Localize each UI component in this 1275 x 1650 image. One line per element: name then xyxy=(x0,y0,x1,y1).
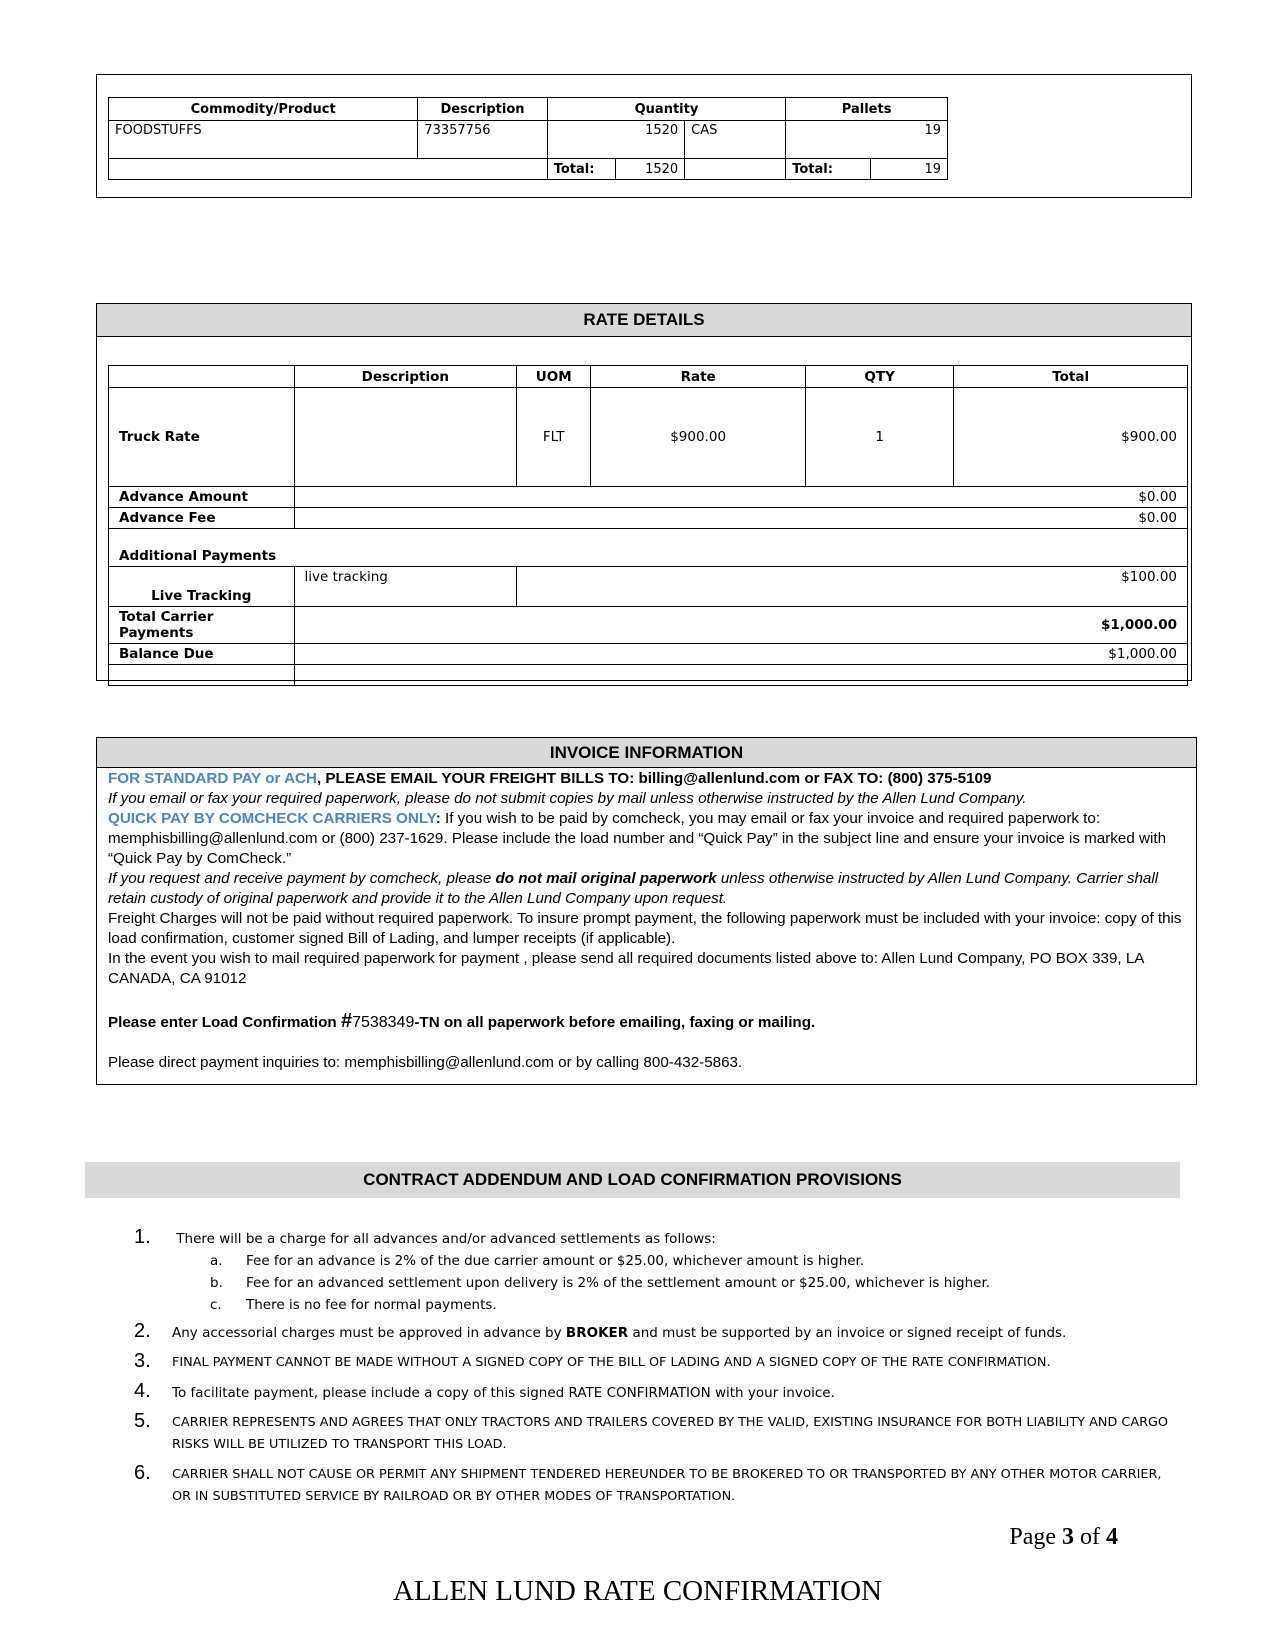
column-header: Rate xyxy=(591,366,806,388)
live-tracking-label: Live Tracking xyxy=(109,567,295,607)
load-confirmation-line: Please enter Load Confirmation #7538349-TN on all paperwork before emailing, faxing or mailing. xyxy=(108,1010,816,1032)
list-item: 4. To facilitate payment, please include a copy of this signed RATE CONFIRMATION with your invoice. xyxy=(134,1380,835,1402)
email-fax-note: If you email or fax your required paperwork, please do not submit copies by mail unless otherwise instructed by the Allen Lund Company. xyxy=(108,790,1027,807)
page-number: Page 3 of 4 xyxy=(1009,1524,1118,1550)
truck-rate-description xyxy=(294,388,517,487)
comcheck-paragraph: If you request and receive payment by comcheck, please do not mail original paperwork unless otherwise instructed by Allen Lund Company. Carrier shall retain custody of original paperwork and provide it to the Allen Lund Company upon request. xyxy=(108,870,1159,907)
column-header: Description xyxy=(418,98,547,121)
truck-rate-total: $900.00 xyxy=(954,388,1188,487)
list-item: 6. CARRIER SHALL NOT CAUSE OR PERMIT ANY SHIPMENT TENDERED HEREUNDER TO BE BROKERED TO OR TRANSPORTED BY ANY OTHER MOTOR CARRIER, OR IN SUBSTITUTED SERVICE BY RAILROAD OR BY OTHER MODES OF TRANSPORTATION. xyxy=(134,1462,1162,1504)
addendum-list xyxy=(120,1228,1180,1516)
mail-info-paragraph: In the event you wish to mail required paperwork for payment , please send all required documents listed above to: Allen Lund Company, PO BOX 339, LA CANADA, CA 91012 xyxy=(108,950,1144,987)
advance-fee-label: Advance Fee xyxy=(109,508,295,529)
quantity-cell: 1520 xyxy=(547,121,684,159)
column-header: Pallets xyxy=(786,98,948,121)
total-carrier-payments-row xyxy=(109,607,1188,644)
footer-title: ALLEN LUND RATE CONFIRMATION xyxy=(393,1575,882,1607)
quick-pay-paragraph: QUICK PAY BY COMCHECK CARRIERS ONLY: If you wish to be paid by comcheck, you may email or fax your invoice and required paperwork to: memphisbilling@allenlund.com or (800) 237-1629. Please include the load number and “Quick Pay” in the subject line and ensure your invoice is marked with “Quick Pay by ComCheck.” xyxy=(108,810,1167,867)
load-confirmation-number: 7538349 xyxy=(352,1014,415,1031)
unit-cell: CAS xyxy=(685,121,786,159)
live-tracking-description: live tracking xyxy=(294,567,517,607)
advance-fee-row xyxy=(109,508,1188,529)
balance-due-row xyxy=(109,644,1188,665)
sub-list-item: a. Fee for an advance is 2% of the due carrier amount or $25.00, whichever amount is higher. xyxy=(210,1253,865,1269)
quantity-total-label: Total: xyxy=(547,159,616,180)
live-tracking-value: $100.00 xyxy=(517,567,1188,607)
rate-header-row xyxy=(109,366,1188,388)
description-cell: 73357756 xyxy=(418,121,547,159)
invoice-information-section xyxy=(96,737,1197,1085)
advance-amount-label: Advance Amount xyxy=(109,487,295,508)
advance-amount-value: $0.00 xyxy=(294,487,1187,508)
totals-row xyxy=(109,159,948,180)
commodity-header-row xyxy=(109,98,948,121)
product-cell: FOODSTUFFS xyxy=(109,121,418,159)
truck-rate-uom: FLT xyxy=(517,388,591,487)
column-header: Quantity xyxy=(547,98,786,121)
sub-list-item: c. There is no fee for normal payments. xyxy=(210,1297,497,1313)
list-item: 2. Any accessorial charges must be approved in advance by BROKER and must be supported by an invoice or signed receipt of funds. xyxy=(134,1320,1067,1342)
invoice-information-title: INVOICE INFORMATION xyxy=(97,738,1196,768)
live-tracking-row xyxy=(109,567,1188,607)
advance-amount-row xyxy=(109,487,1188,508)
list-item: 3. FINAL PAYMENT CANNOT BE MADE WITHOUT A SIGNED COPY OF THE BILL OF LADING AND A SIGNED COPY OF THE RATE CONFIRMATION. xyxy=(134,1350,1051,1372)
balance-due-value: $1,000.00 xyxy=(294,644,1187,665)
truck-rate-row xyxy=(109,388,1188,487)
truck-rate-qty: 1 xyxy=(805,388,953,487)
invoice-body xyxy=(108,769,1188,1073)
pallets-total-value: 19 xyxy=(871,159,948,180)
sub-list-item: b. Fee for an advanced settlement upon delivery is 2% of the settlement amount or $25.00, whichever is higher. xyxy=(210,1275,991,1291)
rate-details-title: RATE DETAILS xyxy=(97,304,1191,337)
column-header: Description xyxy=(294,366,517,388)
pallets-total-label: Total: xyxy=(786,159,871,180)
column-header: UOM xyxy=(517,366,591,388)
empty-row xyxy=(109,665,1188,686)
pallets-cell: 19 xyxy=(786,121,948,159)
total-carrier-payments-label: Total Carrier Payments xyxy=(109,607,295,644)
total-carrier-payments-value: $1,000.00 xyxy=(294,607,1187,644)
commodity-table xyxy=(108,97,948,180)
additional-payments-label: Additional Payments xyxy=(109,529,1188,567)
freight-charges-paragraph: Freight Charges will not be paid without required paperwork. To insure prompt payment, the following paperwork must be included with your invoice: copy of this load confirmation, customer signed Bill of Lading, and lumper receipts (if applicable). xyxy=(108,910,1182,947)
column-header: Total xyxy=(954,366,1188,388)
commodity-section xyxy=(96,74,1192,198)
quantity-total-value: 1520 xyxy=(616,159,685,180)
table-row xyxy=(109,121,948,159)
list-item: 1. There will be a charge for all advances and/or advanced settlements as follows: xyxy=(134,1226,716,1248)
standard-pay-line: FOR STANDARD PAY or ACH, PLEASE EMAIL YOUR FREIGHT BILLS TO: billing@allenlund.com or FAX TO: (800) 375-5109 xyxy=(108,770,992,787)
advance-fee-value: $0.00 xyxy=(294,508,1187,529)
rate-details-table xyxy=(108,365,1188,686)
column-header: QTY xyxy=(805,366,953,388)
list-item: 5. CARRIER REPRESENTS AND AGREES THAT ONLY TRACTORS AND TRAILERS COVERED BY THE VALID, EXISTING INSURANCE FOR BOTH LIABILITY AND CARGO RISKS WILL BE UTILIZED TO TRANSPORT THIS LOAD. xyxy=(134,1410,1168,1452)
truck-rate-rate: $900.00 xyxy=(591,388,806,487)
additional-payments-row xyxy=(109,529,1188,567)
truck-rate-label: Truck Rate xyxy=(109,388,295,487)
payment-inquiries-line: Please direct payment inquiries to: memphisbilling@allenlund.com or by calling 800-432-5863. xyxy=(108,1054,743,1071)
column-header: Commodity/Product xyxy=(109,98,418,121)
rate-details-section xyxy=(96,303,1192,681)
addendum-title: CONTRACT ADDENDUM AND LOAD CONFIRMATION PROVISIONS xyxy=(85,1162,1180,1198)
balance-due-label: Balance Due xyxy=(109,644,295,665)
